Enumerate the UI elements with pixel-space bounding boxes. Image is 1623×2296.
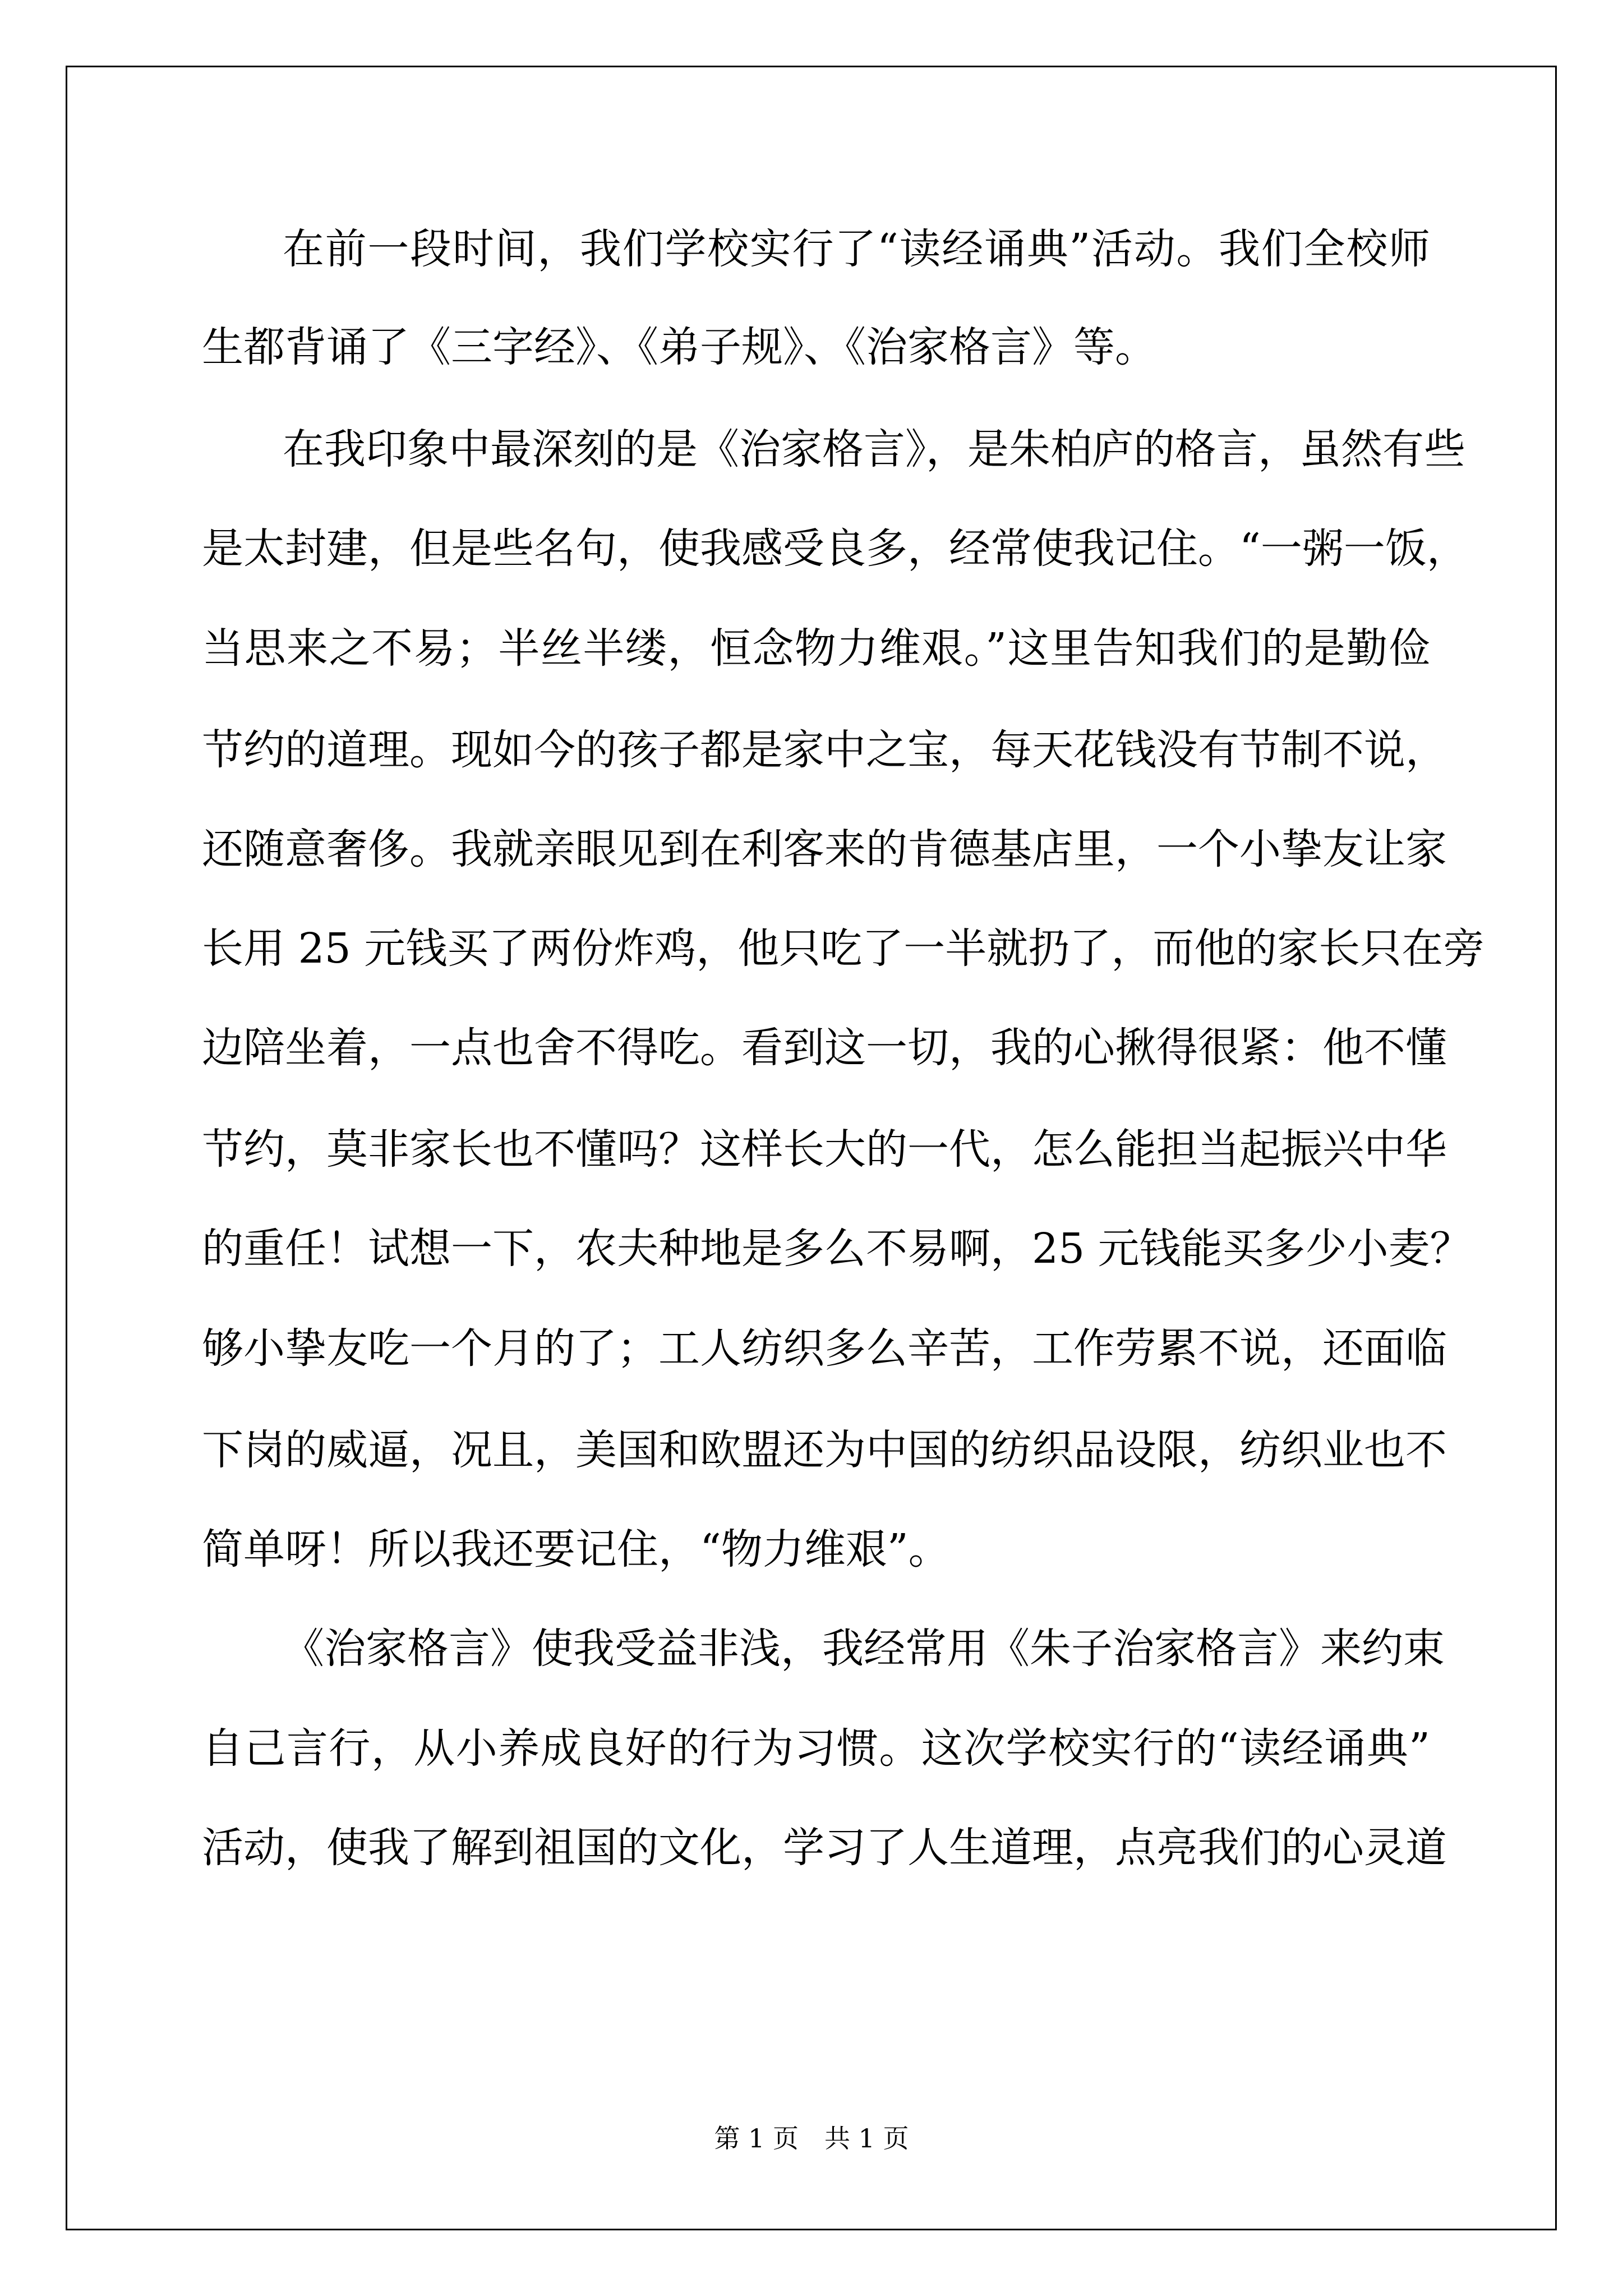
page-footer <box>0 2122 1623 2155</box>
text-line: 简单呀！所以我还要记住，“物力维艰”。 <box>202 1525 950 1573</box>
text-line: 还随意奢侈。我就亲眼见到在利客来的肯德基店里，一个小挚友让家 <box>202 825 1447 873</box>
text-line: 节约，莫非家长也不懂吗？这样长大的一代，怎么能担当起振兴中华 <box>202 1125 1447 1174</box>
text-line: 边陪坐着，一点也舍不得吃。看到这一切，我的心揪得很紧：他不懂 <box>202 1024 1447 1072</box>
page-number: 第 1 页 <box>714 2123 799 2154</box>
text-line: 活动，使我了解到祖国的文化，学习了人生道理，点亮我们的心灵道 <box>202 1824 1447 1872</box>
text-line: 在前一段时间，我们学校实行了“读经诵典”活动。我们全校师 <box>283 225 1430 273</box>
text-line: 在我印象中最深刻的是《治家格言》，是朱柏庐的格言，虽然有些 <box>283 425 1465 473</box>
page-total: 共 1 页 <box>824 2123 909 2154</box>
text-line: 生都背诵了《三字经》、《弟子规》、《治家格言》等。 <box>202 323 1156 371</box>
text-line: 《治家格言》使我受益非浅，我经常用《朱子治家格言》来约束 <box>283 1625 1445 1673</box>
text-line: 够小挚友吃一个月的了；工人纺织多么辛苦，工作劳累不说，还面临 <box>202 1324 1447 1373</box>
text-line: 节约的道理。现如今的孩子都是家中之宝，每天花钱没有节制不说， <box>202 726 1447 774</box>
text-line: 下岗的威逼，况且，美国和欧盟还为中国的纺织品设限，纺织业也不 <box>202 1426 1447 1474</box>
text-line: 是太封建，但是些名句，使我感受良多，经常使我记住。“一粥一饭， <box>202 524 1468 573</box>
text-line: 自己言行，从小养成良好的行为习惯。这次学校实行的“读经诵典” <box>202 1724 1430 1773</box>
text-line: 的重任！试想一下，农夫种地是多么不易啊，25 元钱能买多少小麦？ <box>202 1225 1472 1273</box>
text-line: 当思来之不易；半丝半缕，恒念物力维艰。”这里告知我们的是勤俭 <box>202 624 1430 673</box>
text-line: 长用 25 元钱买了两份炸鸡，他只吃了一半就扔了，而他的家长只在旁 <box>202 924 1485 973</box>
